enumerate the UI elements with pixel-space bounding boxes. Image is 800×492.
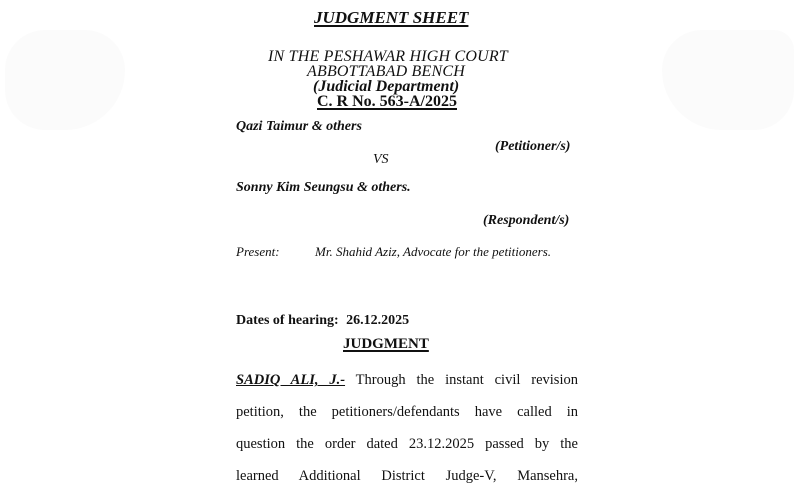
court-name: IN THE PESHAWAR HIGH COURT xyxy=(268,48,508,65)
document-title: JUDGMENT SHEET xyxy=(314,8,469,27)
respondent-name: Sonny Kim Seungsu & others. xyxy=(236,180,411,195)
petitioner-name: Qazi Taimur & others xyxy=(236,119,362,134)
body-line-text: Through the instant civil revision xyxy=(355,372,578,388)
present-text: Mr. Shahid Aziz, Advocate for the petitioners. xyxy=(315,244,552,259)
case-number: C. R No. 563-A/2025 xyxy=(317,93,457,110)
judgment-body xyxy=(236,364,578,492)
respondent-role: (Respondent/s) xyxy=(483,213,570,228)
versus-label: VS xyxy=(373,152,389,167)
body-line: question the order dated 23.12.2025 passed by the xyxy=(236,436,578,452)
judge-name: SADIQ ALI, J.- xyxy=(236,372,346,388)
background-watermark xyxy=(662,30,794,130)
body-line: learned Additional District Judge-V, Mansehra, xyxy=(236,468,578,484)
petitioner-role: (Petitioner/s) xyxy=(495,139,571,154)
hearing-dates xyxy=(236,313,409,329)
present-label: Present: xyxy=(236,244,280,259)
background-watermark xyxy=(5,30,125,130)
bench-name: ABBOTTABAD BENCH xyxy=(307,63,466,80)
hearing-label: Dates of hearing: xyxy=(236,313,339,328)
judgment-heading: JUDGMENT xyxy=(343,336,429,352)
department: (Judicial Department) xyxy=(313,78,460,95)
hearing-date: 26.12.2025 xyxy=(346,313,410,328)
body-line: petition, the petitioners/defendants have called in xyxy=(236,404,578,420)
body-line xyxy=(236,364,578,396)
